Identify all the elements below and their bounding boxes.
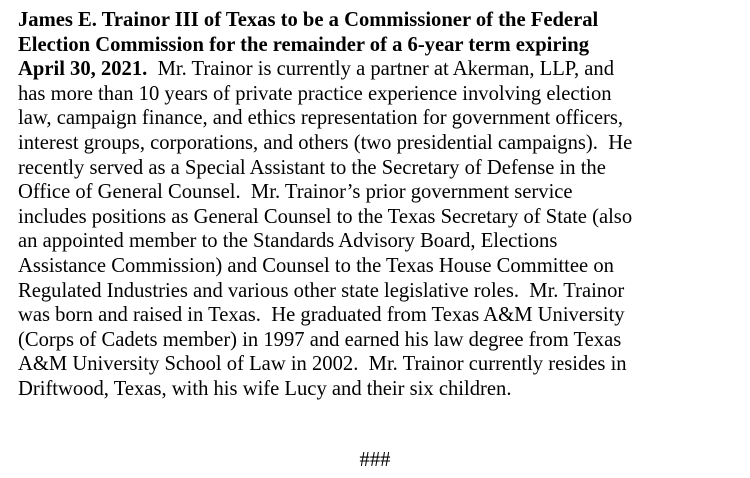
body-line-2: has more than 10 years of private practice experience involving election [18, 82, 612, 105]
heading-line-2: Election Commission for the remainder of a 6-year term expiring [18, 33, 590, 56]
body-line-4: interest groups, corporations, and others (two presidential campaigns). He [18, 131, 633, 154]
nomination-paragraph [18, 8, 742, 402]
body-line-9: Assistance Commission) and Counsel to the Texas House Committee on [18, 254, 614, 277]
heading-line-1: James E. Trainor III of Texas to be a Commissioner of the Federal [18, 9, 599, 31]
text-line-3 [18, 57, 742, 82]
body-line-7: includes positions as General Counsel to the Texas Secretary of State (also [18, 205, 633, 228]
body-line-14: Driftwood, Texas, with his wife Lucy and their six children. [18, 377, 512, 400]
body-line-10: Regulated Industries and various other state legislative roles. Mr. Trainor [18, 279, 625, 302]
end-mark: ### [359, 449, 391, 471]
body-line-1: Mr. Trainor is currently a partner at Akerman, LLP, and [147, 58, 614, 81]
body-line-11: was born and raised in Texas. He graduated from Texas A&M University [18, 304, 625, 327]
body-line-12: (Corps of Cadets member) in 1997 and earned his law degree from Texas [18, 328, 622, 351]
body-line-5: recently served as a Special Assistant to the Secretary of Defense in the [18, 156, 606, 179]
heading-date: April 30, 2021. [18, 58, 148, 81]
body-line-6: Office of General Counsel. Mr. Trainor’s prior government service [18, 181, 573, 204]
body-line-13: A&M University School of Law in 2002. Mr. Trainor currently resides in [18, 353, 627, 376]
body-line-3: law, campaign finance, and ethics representation for government officers, [18, 107, 623, 130]
body-line-8: an appointed member to the Standards Advisory Board, Elections [18, 230, 558, 253]
